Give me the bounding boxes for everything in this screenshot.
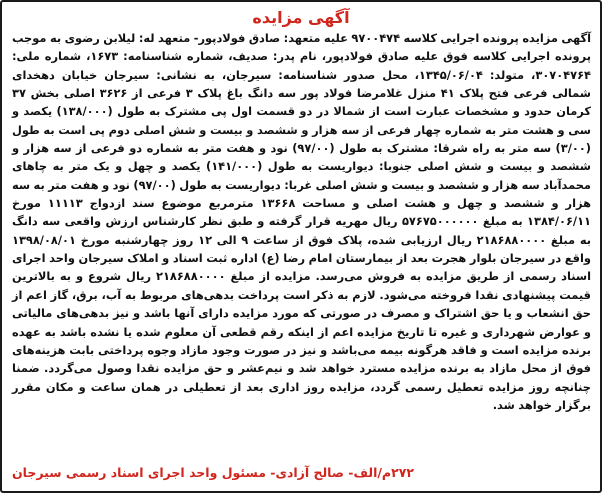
notice-body: آگهی مزایده پرونده اجرایی کلاسه ۹۷۰۰۴۷۴ علیه متعهد: صادق فولادپور- متعهد له: لیلابن رضوی به موجب پرونده اجرایی کلاسه فوق علیه صادق فولادپور، نام پدر: صدیف، شماره شناسنامه: ۱۶۷۳، شماره ملی: ۳۰۷۰۴۷۶۴، متولد: ۱۳۴۵/۰۶/۰۴، محل صدور شناسنامه: سیرجان، به نشانی: سیرجان خیابان دهخدای شمالی فرعی فتح پلاک ۴۱ منزل غلامرضا فولاد پور سه دانگ باغ پلاک ۳ فرعی از ۳۶۲۶ اصلی بخش ۳۷ کرمان حدود و مشخصات عبارت است از شمالا در دو قسمت اول پی مشترک به طول (۱۳۸/۰۰۰) یکصد و سی و هشت متر به شماره چهار فرعی از سه هزار و ششصد و بیست و شش اصلی دوم پی است به طول (۳/۰۰) سه متر به راه شرقا: مشترک به طول (۹۷/۰۰) نود و هفت متر به شماره دو فرعی از سه هزار و ششصد و بیست و شش اصلی جنوبا: دیواریست به طول (۱۴۱/۰۰۰) یکصد و چهل و یک متر به چاهای محمدآباد سه هزار و ششصد و بیست و شش اصلی غربا: دیواریست به طول (۹۷/۰۰) نود و هفت متر به سه هزار و ششصد و چهل و هشت اصلی و مساحت ۱۳۶۶۸ مترمربع موضوع سند ازدواج ۱۱۱۱۳ مورخ ۱۳۸۴/۰۶/۱۱ به مبلغ ۵۷۶۷۵۰۰۰۰۰۰ ریال مهریه قرار گرفته و طبق نظر کارشناس ارزش واقعی سه دانگ به مبلغ ۲۱۸۶۸۸۰۰۰۰ ریال ارزیابی شده، پلاک فوق از ساعت ۹ الی ۱۲ روز چهارشنبه مورخ ۱۳۹۸/۰۸/۰۱ واقع در سیرجان بلوار هجرت بعد از بیمارستان امام رضا (ع) اداره ثبت اسناد و املاک سیرجان واحد اجرای اسناد رسمی از طریق مزایده به فروش می‌رسد. مزایده از مبلغ ۲۱۸۶۸۸۰۰۰۰ ریال شروع و به بالاترین قیمت پیشنهادی نقدا فروخته می‌شود. لازم به ذکر است پرداخت بدهی‌های مربوط به آب، برق، گاز اعم از حق انشعاب و یا حق اشتراک و مصرف در صورتی که مورد مزایده دارای آنها باشد و نیز بدهی‌های مالیاتی و عوارض شهرداری و غیره تا تاریخ مزایده اعم از اینکه رقم قطعی آن معلوم شده یا نشده باشد به عهده برنده مزایده است و فاقد هرگونه بیمه می‌باشد و نیز در صورت وجود مازاد وجوه پرداختی بابت هزینه‌های فوق از محل مازاد به برنده مزایده مسترد خواهد شد و نیم‌عشر و حق مزایده نقدا وصول می‌گردد. ضمنا چنانچه روز مزایده تعطیل رسمی گردد، مزایده روز اداری بعد از تعطیلی در همان ساعت و مکان مقرر برگزار خواهد شد. (11, 31, 592, 412)
notice-footer: ۲۷۲م/الف- صالح آزادی- مسئول واحد اجرای اسناد رسمی سیرجان (12, 465, 414, 480)
notice-title: آگهی مزایده (252, 8, 350, 27)
